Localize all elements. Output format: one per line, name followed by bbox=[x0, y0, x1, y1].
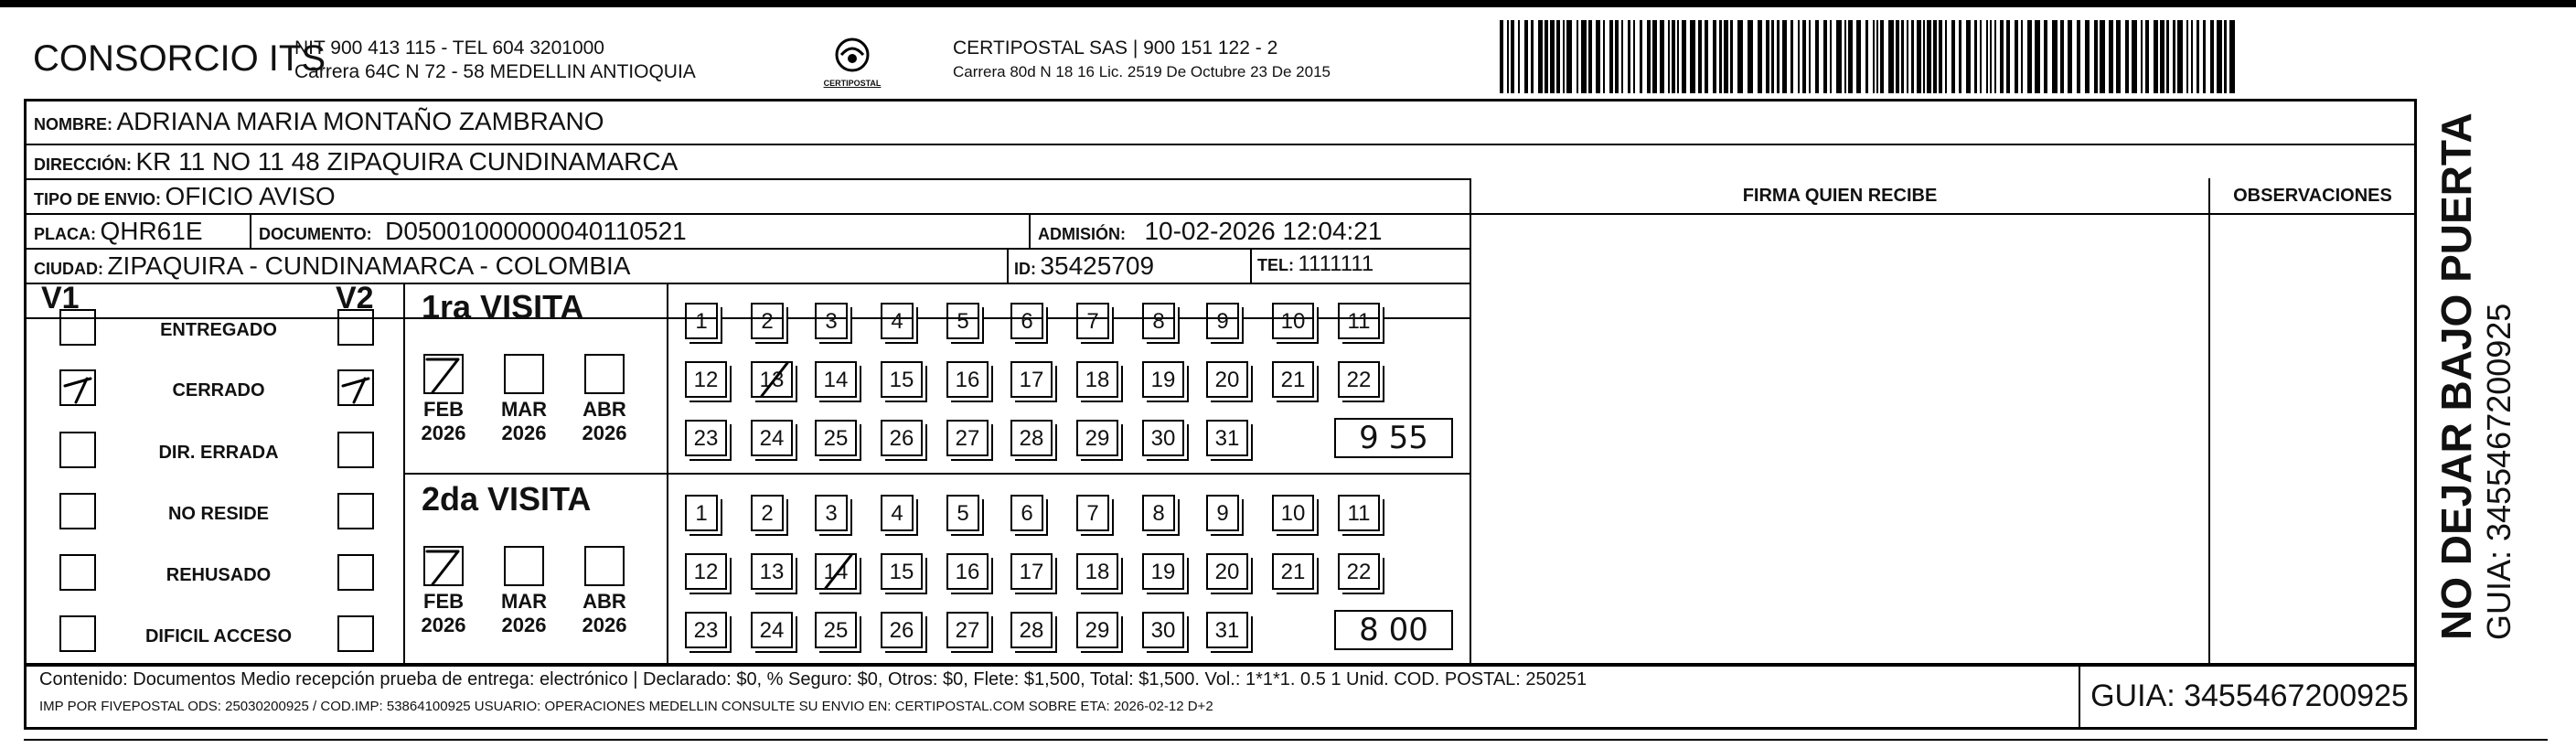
barcode-bar bbox=[2021, 20, 2023, 93]
day-mark bbox=[817, 551, 860, 598]
day-box[interactable]: 8 bbox=[1142, 495, 1175, 531]
barcode-bar bbox=[1766, 20, 1769, 93]
barcode-bar bbox=[2027, 20, 2032, 93]
barcode-bar bbox=[2191, 20, 2193, 93]
v1-header: V1 bbox=[41, 281, 80, 315]
month-checkbox[interactable] bbox=[423, 354, 464, 394]
day-box[interactable]: 4 bbox=[881, 303, 914, 339]
company-info bbox=[294, 37, 696, 84]
month-checkbox[interactable] bbox=[423, 546, 464, 586]
status-option-label: CERRADO bbox=[172, 380, 265, 401]
barcode-bar bbox=[1994, 20, 1996, 93]
barcode-bar bbox=[1865, 20, 1868, 93]
status-checkbox-v2[interactable] bbox=[337, 369, 374, 406]
barcode-bar bbox=[1596, 20, 1600, 93]
barcode-bar bbox=[2052, 20, 2058, 93]
barcode-bar bbox=[2160, 20, 2164, 93]
barcode-bar bbox=[1531, 20, 1534, 93]
barcode-bar bbox=[1990, 20, 1992, 93]
col-divider bbox=[2208, 178, 2210, 665]
barcode-bar bbox=[1939, 20, 1942, 93]
barcode-bar bbox=[1777, 20, 1780, 93]
day-box[interactable]: 21 bbox=[1272, 361, 1314, 398]
status-checkbox-v1[interactable] bbox=[59, 615, 96, 652]
barcode-bar bbox=[2000, 20, 2004, 93]
day-box[interactable]: 16 bbox=[946, 553, 989, 590]
day-box[interactable]: 15 bbox=[881, 553, 923, 590]
day-box[interactable]: 31 bbox=[1206, 420, 1248, 456]
barcode-bar bbox=[1690, 20, 1695, 93]
barcode-bar bbox=[1896, 20, 1899, 93]
status-divider bbox=[403, 283, 405, 665]
barcode-bar bbox=[1980, 20, 1982, 93]
month-label bbox=[577, 590, 632, 637]
nit-line: NIT 900 413 115 - TEL 604 3201000 bbox=[294, 37, 604, 59]
barcode-bar bbox=[1790, 20, 1793, 93]
month-label bbox=[577, 398, 632, 445]
month-label bbox=[416, 398, 471, 445]
row-divider bbox=[27, 317, 1470, 319]
status-option-label: NO RESIDE bbox=[167, 504, 270, 524]
day-box[interactable]: 16 bbox=[946, 361, 989, 398]
barcode-bar bbox=[1815, 20, 1819, 93]
placa-row bbox=[34, 217, 203, 246]
status-checkbox-v2[interactable] bbox=[337, 615, 374, 652]
month-name: FEB bbox=[423, 398, 464, 421]
day-box[interactable]: 5 bbox=[946, 303, 979, 339]
documento-label: DOCUMENTO: bbox=[259, 225, 372, 243]
row-divider bbox=[27, 178, 1470, 180]
admision-label: ADMISIÓN: bbox=[1038, 225, 1126, 243]
ciudad-label: CIUDAD: bbox=[34, 260, 103, 278]
month-year: 2026 bbox=[582, 614, 627, 636]
status-checkbox-v2[interactable] bbox=[337, 493, 374, 529]
barcode-bar bbox=[2015, 20, 2018, 93]
barcode-bar bbox=[2125, 20, 2129, 93]
barcode-bar bbox=[2100, 20, 2105, 93]
barcode-bar bbox=[2094, 20, 2098, 93]
status-checkbox-v2[interactable] bbox=[337, 432, 374, 468]
barcode-bar bbox=[1563, 20, 1565, 93]
day-box[interactable]: 29 bbox=[1076, 612, 1118, 648]
day-box[interactable]: 31 bbox=[1206, 612, 1248, 648]
row-divider bbox=[27, 144, 2415, 145]
day-box[interactable]: 3 bbox=[815, 495, 848, 531]
check-mark-icon bbox=[337, 366, 378, 406]
nombre-label: NOMBRE: bbox=[34, 115, 112, 134]
barcode-bar bbox=[1609, 20, 1613, 93]
status-checkbox-v2[interactable] bbox=[337, 309, 374, 346]
day-box[interactable]: 1 bbox=[685, 303, 718, 339]
side-guia: GUIA: 3455467200925 bbox=[2480, 303, 2517, 640]
barcode-bar bbox=[1640, 20, 1642, 93]
day-box[interactable]: 18 bbox=[1076, 361, 1118, 398]
barcode-bar bbox=[1538, 20, 1543, 93]
day-box[interactable]: 2 bbox=[751, 303, 784, 339]
barcode-bar bbox=[2006, 20, 2010, 93]
day-box[interactable]: 5 bbox=[946, 495, 979, 531]
barcode-bar bbox=[1682, 20, 1686, 93]
day-box[interactable]: 30 bbox=[1142, 420, 1184, 456]
barcode-bar bbox=[1888, 20, 1894, 93]
admision-row bbox=[1038, 217, 1382, 246]
day-box[interactable]: 7 bbox=[1076, 495, 1109, 531]
barcode-bar bbox=[1672, 20, 1675, 93]
placa-value: QHR61E bbox=[100, 217, 203, 245]
day-box[interactable]: 9 bbox=[1206, 495, 1239, 531]
barcode-bar bbox=[1771, 20, 1774, 93]
day-box[interactable]: 1 bbox=[685, 495, 718, 531]
status-checkbox-v1[interactable] bbox=[59, 309, 96, 346]
documento-row bbox=[259, 217, 687, 246]
barcode-bar bbox=[2068, 20, 2072, 93]
barcode-bar bbox=[1556, 20, 1560, 93]
status-option-label: ENTREGADO bbox=[160, 320, 277, 340]
barcode-bar bbox=[1856, 20, 1861, 93]
barcode-bar bbox=[1724, 20, 1728, 93]
barcode-bar bbox=[2085, 20, 2090, 93]
day-box[interactable]: 12 bbox=[685, 361, 727, 398]
barcode-bar bbox=[1959, 20, 1961, 93]
check-mark-icon bbox=[423, 352, 467, 396]
barcode-bar bbox=[1621, 20, 1623, 93]
barcode-bar bbox=[2217, 20, 2222, 93]
barcode-bar bbox=[1986, 20, 1988, 93]
barcode-bar bbox=[1758, 20, 1762, 93]
barcode-bar bbox=[2229, 20, 2235, 93]
direccion-row bbox=[34, 147, 678, 176]
barcode-bar bbox=[1705, 20, 1708, 93]
footer bbox=[24, 666, 2417, 730]
day-box[interactable]: 18 bbox=[1076, 553, 1118, 590]
certipostal-info bbox=[953, 37, 1331, 84]
status-checkbox-v1[interactable] bbox=[59, 369, 96, 406]
day-box[interactable]: 6 bbox=[1010, 495, 1043, 531]
day-box[interactable]: 17 bbox=[1010, 361, 1053, 398]
month-label bbox=[416, 590, 471, 637]
barcode-bar bbox=[2173, 20, 2175, 93]
admision-value: 10-02-2026 12:04:21 bbox=[1144, 217, 1383, 245]
row-divider bbox=[27, 248, 1470, 250]
day-box[interactable]: 19 bbox=[1142, 361, 1184, 398]
footer-content-line: Contenido: Documentos Medio recepción prueba de entrega: electrónico | Declarado: $0, % Seguro: $0, Otros: $0, Flete: $1,500, Total: $1,500. Vol.: 1*1*1. 0.5 1 Unid. COD. POSTAL: 250251 bbox=[39, 669, 1587, 689]
certipostal-logo bbox=[816, 33, 889, 97]
day-mark bbox=[753, 359, 796, 406]
month-label bbox=[497, 398, 551, 445]
month-year: 2026 bbox=[582, 422, 627, 444]
barcode-bar bbox=[1581, 20, 1587, 93]
id-row bbox=[1014, 251, 1154, 281]
barcode-bar bbox=[1951, 20, 1955, 93]
barcode-bar bbox=[2060, 20, 2064, 93]
day-box[interactable]: 20 bbox=[1206, 553, 1248, 590]
side-notice bbox=[2432, 112, 2518, 640]
row-divider bbox=[27, 213, 2415, 215]
barcode-bar bbox=[1966, 20, 1971, 93]
month-name: ABR bbox=[583, 590, 626, 613]
tel-value: 1111111 bbox=[1298, 251, 1374, 276]
barcode-bar bbox=[2116, 20, 2121, 93]
barcode-bar bbox=[1628, 20, 1630, 93]
direccion-label: DIRECCIÓN: bbox=[34, 155, 132, 174]
barcode-bar bbox=[1577, 20, 1578, 93]
col-divider bbox=[1470, 178, 1471, 665]
day-box[interactable]: 21 bbox=[1272, 553, 1314, 590]
barcode-bar bbox=[2035, 20, 2040, 93]
barcode-bar bbox=[1876, 20, 1878, 93]
nombre-row bbox=[34, 107, 604, 136]
barcode-bar bbox=[1911, 20, 1914, 93]
day-box[interactable]: 14 bbox=[815, 553, 857, 590]
barcode-bar bbox=[1823, 20, 1827, 93]
day-box[interactable]: 28 bbox=[1010, 420, 1053, 456]
month-label bbox=[497, 590, 551, 637]
barcode-bar bbox=[1836, 20, 1842, 93]
barcode-bar bbox=[1566, 20, 1572, 93]
barcode-bar bbox=[1518, 20, 1520, 93]
day-box[interactable]: 30 bbox=[1142, 612, 1184, 648]
barcode-bar bbox=[2132, 20, 2137, 93]
barcode-bar bbox=[1933, 20, 1937, 93]
status-option-label: DIR. ERRADA bbox=[158, 443, 279, 463]
barcode-bar bbox=[1798, 20, 1800, 93]
barcode-bar bbox=[1901, 20, 1904, 93]
month-divider bbox=[667, 283, 668, 665]
barcode-bar bbox=[1647, 20, 1651, 93]
tipo-value: OFICIO AVISO bbox=[165, 182, 336, 210]
top-border bbox=[0, 0, 2576, 7]
barcode-bar bbox=[1652, 20, 1657, 93]
day-box[interactable]: 15 bbox=[881, 361, 923, 398]
delivery-form bbox=[24, 99, 2417, 666]
observaciones-header: OBSERVACIONES bbox=[2233, 186, 2392, 206]
barcode-bar bbox=[1507, 20, 1509, 93]
day-box[interactable]: 10 bbox=[1272, 495, 1314, 531]
nombre-value: ADRIANA MARIA MONTAÑO ZAMBRANO bbox=[116, 107, 604, 135]
barcode-bar bbox=[1927, 20, 1931, 93]
barcode-bar bbox=[1500, 20, 1503, 93]
barcode-bar bbox=[2177, 20, 2183, 93]
bottom-border bbox=[24, 739, 2548, 741]
day-box[interactable]: 25 bbox=[815, 420, 857, 456]
barcode-bar bbox=[2186, 20, 2188, 93]
day-box[interactable]: 19 bbox=[1142, 553, 1184, 590]
month-checkbox[interactable] bbox=[584, 546, 625, 586]
id-divider bbox=[1007, 248, 1009, 283]
barcode-bar bbox=[1782, 20, 1787, 93]
day-box[interactable]: 10 bbox=[1272, 303, 1314, 339]
day-box[interactable]: 23 bbox=[685, 612, 727, 648]
day-box[interactable]: 13 bbox=[751, 553, 793, 590]
barcode-bar bbox=[1880, 20, 1884, 93]
day-box[interactable]: 27 bbox=[946, 612, 989, 648]
tel-divider bbox=[1250, 248, 1252, 283]
barcode-bar bbox=[1668, 20, 1670, 93]
barcode-bar bbox=[1588, 20, 1592, 93]
side-notice-text: NO DEJAR BAJO PUERTA bbox=[2432, 112, 2480, 640]
barcode-bar bbox=[2145, 20, 2149, 93]
month-name: MAR bbox=[500, 590, 548, 613]
id-label: ID: bbox=[1014, 260, 1036, 278]
day-box[interactable]: 22 bbox=[1338, 553, 1380, 590]
month-checkbox[interactable] bbox=[584, 354, 625, 394]
company-address: Carrera 64C N 72 - 58 MEDELLIN ANTIOQUIA bbox=[294, 61, 696, 82]
barcode-bar bbox=[1550, 20, 1555, 93]
barcode-bar bbox=[1730, 20, 1733, 93]
day-box[interactable]: 17 bbox=[1010, 553, 1053, 590]
barcode-bar bbox=[1974, 20, 1977, 93]
barcode-bar bbox=[1848, 20, 1853, 93]
barcode-bar bbox=[2154, 20, 2158, 93]
certipostal-line: CERTIPOSTAL SAS | 900 151 122 - 2 bbox=[953, 37, 1278, 59]
slash-mark-icon bbox=[753, 359, 796, 401]
check-mark-icon bbox=[59, 366, 100, 406]
day-box[interactable]: 9 bbox=[1206, 303, 1239, 339]
logo-caption: CERTIPOSTAL bbox=[823, 79, 882, 88]
ciudad-row bbox=[34, 251, 630, 281]
month-name: ABR bbox=[583, 398, 626, 421]
visit-title: 2da VISITA bbox=[422, 480, 592, 518]
month-year: 2026 bbox=[421, 614, 466, 636]
company-name: CONSORCIO ITS bbox=[33, 38, 326, 79]
status-checkbox-v1[interactable] bbox=[59, 432, 96, 468]
barcode-bar bbox=[1545, 20, 1548, 93]
day-box[interactable]: 24 bbox=[751, 612, 793, 648]
barcode-bar bbox=[1873, 20, 1875, 93]
visit-title: 1ra VISITA bbox=[422, 288, 584, 326]
day-box[interactable]: 26 bbox=[881, 612, 923, 648]
check-mark-icon bbox=[423, 544, 467, 588]
barcode-bar bbox=[2210, 20, 2214, 93]
day-box[interactable]: 23 bbox=[685, 420, 727, 456]
day-box[interactable]: 8 bbox=[1142, 303, 1175, 339]
documento-value: D05001000000040110521 bbox=[385, 217, 687, 245]
v2-header: V2 bbox=[336, 281, 374, 315]
day-box[interactable]: 2 bbox=[751, 495, 784, 531]
day-box[interactable]: 12 bbox=[685, 553, 727, 590]
barcode-bar bbox=[1923, 20, 1925, 93]
direccion-value: KR 11 NO 11 48 ZIPAQUIRA CUNDINAMARCA bbox=[135, 147, 679, 176]
barcode-bar bbox=[2044, 20, 2047, 93]
barcode-bar bbox=[2141, 20, 2143, 93]
barcode-bar bbox=[1809, 20, 1811, 93]
tipo-label: TIPO DE ENVIO: bbox=[34, 190, 162, 208]
month-name: MAR bbox=[500, 398, 548, 421]
ciudad-value: ZIPAQUIRA - CUNDINAMARCA - COLOMBIA bbox=[107, 251, 631, 280]
certipostal-address: Carrera 80d N 18 16 Lic. 2519 De Octubre 23 De 2015 bbox=[953, 63, 1331, 80]
barcode-bar bbox=[2203, 20, 2206, 93]
day-box[interactable]: 14 bbox=[815, 361, 857, 398]
placa-divider bbox=[250, 213, 251, 248]
handwritten-time: 8 00 bbox=[1334, 610, 1453, 650]
day-box[interactable]: 11 bbox=[1338, 495, 1380, 531]
barcode-bar bbox=[1844, 20, 1846, 93]
id-value: 35425709 bbox=[1040, 251, 1155, 280]
barcode-bar bbox=[1802, 20, 1806, 93]
barcode-bar bbox=[2109, 20, 2113, 93]
day-box[interactable]: 22 bbox=[1338, 361, 1380, 398]
month-name: FEB bbox=[423, 590, 464, 613]
barcode-bar bbox=[1603, 20, 1605, 93]
barcode-bar bbox=[1907, 20, 1908, 93]
barcode-bar bbox=[1511, 20, 1514, 93]
barcode-bar bbox=[1677, 20, 1679, 93]
month-checkbox[interactable] bbox=[504, 546, 544, 586]
barcode-bar bbox=[1719, 20, 1722, 93]
barcode-bar bbox=[1748, 20, 1753, 93]
visit-divider bbox=[403, 473, 1470, 475]
footer-guia: GUIA: 3455467200925 bbox=[2079, 664, 2419, 728]
tel-label: TEL: bbox=[1257, 256, 1294, 274]
barcode bbox=[1500, 20, 2240, 93]
day-box[interactable]: 25 bbox=[815, 612, 857, 648]
barcode-bar bbox=[2197, 20, 2199, 93]
month-checkbox[interactable] bbox=[504, 354, 544, 394]
status-checkbox-v1[interactable] bbox=[59, 493, 96, 529]
barcode-bar bbox=[1917, 20, 1921, 93]
day-box[interactable]: 24 bbox=[751, 420, 793, 456]
month-year: 2026 bbox=[501, 422, 547, 444]
barcode-bar bbox=[2224, 20, 2227, 93]
barcode-bar bbox=[1633, 20, 1635, 93]
barcode-bar bbox=[1737, 20, 1743, 93]
barcode-bar bbox=[1713, 20, 1716, 93]
row-divider bbox=[27, 283, 1470, 284]
admision-divider bbox=[1029, 213, 1031, 248]
status-option-label: REHUSADO bbox=[166, 565, 272, 585]
day-box[interactable]: 7 bbox=[1076, 303, 1109, 339]
placa-label: PLACA: bbox=[34, 225, 96, 243]
barcode-bar bbox=[1830, 20, 1832, 93]
tipo-row bbox=[34, 182, 336, 211]
firma-header: FIRMA QUIEN RECIBE bbox=[1742, 186, 1938, 206]
slash-mark-icon bbox=[817, 551, 860, 593]
day-box[interactable]: 26 bbox=[881, 420, 923, 456]
month-year: 2026 bbox=[501, 614, 547, 636]
status-option-label: DIFICIL ACCESO bbox=[144, 626, 292, 646]
tel-row bbox=[1257, 251, 1374, 277]
barcode-bar bbox=[1660, 20, 1664, 93]
day-box[interactable]: 11 bbox=[1338, 303, 1380, 339]
barcode-bar bbox=[1524, 20, 1528, 93]
day-box[interactable]: 3 bbox=[815, 303, 848, 339]
footer-print-line: IMP POR FIVEPOSTAL ODS: 25030200925 / COD.IMP: 53864100925 USUARIO: OPERACIONES MEDELLIN CONSULTE SU ENVIO EN: CERTIPOSTAL.COM SOBRE ETA: 2026-02-12 D+2 bbox=[39, 699, 1213, 714]
day-box[interactable]: 20 bbox=[1206, 361, 1248, 398]
day-box[interactable]: 29 bbox=[1076, 420, 1118, 456]
month-year: 2026 bbox=[421, 422, 466, 444]
day-box[interactable]: 27 bbox=[946, 420, 989, 456]
barcode-bar bbox=[1945, 20, 1947, 93]
barcode-bar bbox=[2077, 20, 2080, 93]
handwritten-time: 9 55 bbox=[1334, 418, 1453, 458]
barcode-bar bbox=[2166, 20, 2169, 93]
status-checkbox-v1[interactable] bbox=[59, 554, 96, 591]
barcode-bar bbox=[1698, 20, 1702, 93]
barcode-bar bbox=[1615, 20, 1619, 93]
day-box[interactable]: 4 bbox=[881, 495, 914, 531]
day-box[interactable]: 13 bbox=[751, 361, 793, 398]
day-box[interactable]: 6 bbox=[1010, 303, 1043, 339]
day-box[interactable]: 28 bbox=[1010, 612, 1053, 648]
status-checkbox-v2[interactable] bbox=[337, 554, 374, 591]
